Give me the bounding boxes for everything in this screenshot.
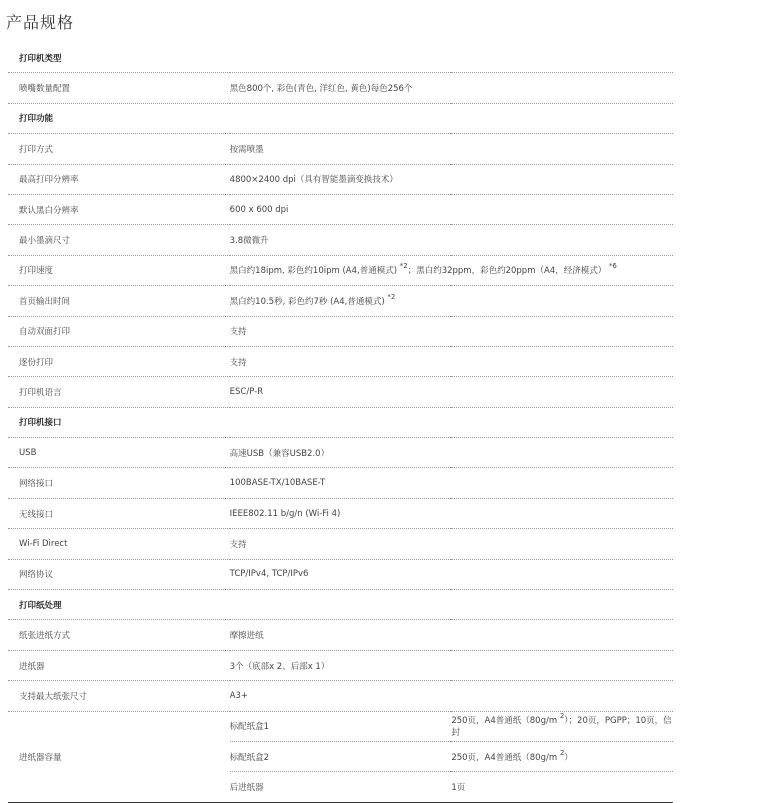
table-row [8, 346, 673, 376]
page-title: 产品规格 [6, 13, 75, 32]
table-row [8, 316, 673, 346]
tray-capacity [451, 711, 673, 741]
row-value: 高速USB（兼容USB2.0） [230, 438, 673, 468]
section-header [8, 407, 673, 437]
table-row [8, 73, 673, 103]
row-label: 网络协议 [8, 559, 230, 589]
tray1-capacity-text-rest: ）；20页，PGPP；10页，信封 [451, 716, 672, 739]
table-row [8, 559, 673, 589]
row-label: 进纸器容量 [8, 711, 230, 802]
tray-name: 标配纸盒2 [230, 741, 452, 771]
table-row [8, 681, 673, 711]
tray2-capacity-text: 250页，A4普通纸（80g/m [451, 752, 560, 763]
section-title-paper-handling: 打印纸处理 [8, 590, 673, 620]
tray-capacity: 1页 [451, 772, 673, 802]
row-value: 3.8微微升 [230, 225, 673, 255]
footnote-mark: *2 [399, 262, 408, 271]
superscript: 2 [559, 712, 565, 721]
table-row [8, 134, 673, 164]
tray2-capacity-text-rest: ） [564, 752, 573, 763]
row-value: 摩擦进纸 [230, 620, 673, 650]
spec-table [8, 43, 673, 803]
tray-capacity [451, 741, 673, 771]
tray1-capacity-text: 250页，A4普通纸（80g/m [451, 716, 560, 727]
section-title-print-function: 打印功能 [8, 103, 673, 133]
row-label: 网络接口 [8, 468, 230, 498]
speed-economy: ；黑白约32ppm，彩色约20ppm（A4，经济模式） [407, 266, 607, 277]
row-value: ESC/P-R [230, 377, 673, 407]
row-value: 100BASE-TX/10BASE-T [230, 468, 673, 498]
row-value: 600 x 600 dpi [230, 194, 673, 224]
row-label: 逐份打印 [8, 346, 230, 376]
table-row [8, 255, 673, 285]
row-value: 黑色800个, 彩色(青色, 洋红色, 黄色)每色256个 [230, 73, 673, 103]
row-label: 进纸器 [8, 650, 230, 680]
row-value: 支持 [230, 316, 673, 346]
speed-normal: 黑白约18ipm, 彩色约10ipm (A4,普通模式) [229, 266, 400, 277]
row-label: 打印方式 [8, 134, 230, 164]
row-label: 支持最大纸张尺寸 [8, 681, 230, 711]
row-label: USB [8, 438, 230, 468]
row-value: 4800×2400 dpi（具有智能墨滴变换技术） [230, 164, 673, 194]
section-title-printer-type: 打印机类型 [8, 43, 673, 73]
row-value: 支持 [230, 529, 673, 559]
row-label: 默认黑白分辨率 [8, 194, 230, 224]
table-row [8, 529, 673, 559]
footnote-mark: *2 [387, 292, 396, 301]
table-row [8, 711, 673, 741]
row-label: 打印速度 [8, 255, 230, 285]
table-row [8, 377, 673, 407]
table-row [8, 164, 673, 194]
row-value: IEEE802.11 b/g/n (Wi-Fi 4) [230, 498, 673, 528]
table-row [8, 498, 673, 528]
row-value: 按需喷墨 [230, 134, 673, 164]
section-header [8, 43, 673, 73]
row-value: TCP/IPv4, TCP/IPv6 [230, 559, 673, 589]
table-row [8, 194, 673, 224]
row-label: 打印机语言 [8, 377, 230, 407]
row-value: 3个（底部x 2、后部x 1） [230, 650, 673, 680]
row-label: 最小墨滴尺寸 [8, 225, 230, 255]
row-value: 支持 [230, 346, 673, 376]
row-value [230, 286, 673, 316]
row-label: Wi-Fi Direct [8, 529, 230, 559]
row-label: 自动双面打印 [8, 316, 230, 346]
section-title-interface: 打印机接口 [8, 407, 673, 437]
table-row [8, 286, 673, 316]
tray-name: 标配纸盒1 [230, 711, 452, 741]
table-row [8, 650, 673, 680]
fpot-text: 黑白约10.5秒, 彩色约7秒 (A4,普通模式) [229, 296, 388, 307]
row-label: 最高打印分辨率 [8, 164, 230, 194]
table-row [8, 225, 673, 255]
row-label: 纸张进纸方式 [8, 620, 230, 650]
row-value: A3+ [230, 681, 673, 711]
row-value [230, 255, 673, 285]
section-header [8, 103, 673, 133]
row-label: 首页输出时间 [8, 286, 230, 316]
table-row [8, 620, 673, 650]
section-header [8, 590, 673, 620]
tray-name: 后进纸器 [230, 772, 452, 802]
superscript: 2 [559, 748, 565, 757]
table-row [8, 468, 673, 498]
row-label: 喷嘴数量配置 [8, 73, 230, 103]
table-row [8, 438, 673, 468]
footnote-mark: *6 [608, 262, 617, 271]
row-label: 无线接口 [8, 498, 230, 528]
